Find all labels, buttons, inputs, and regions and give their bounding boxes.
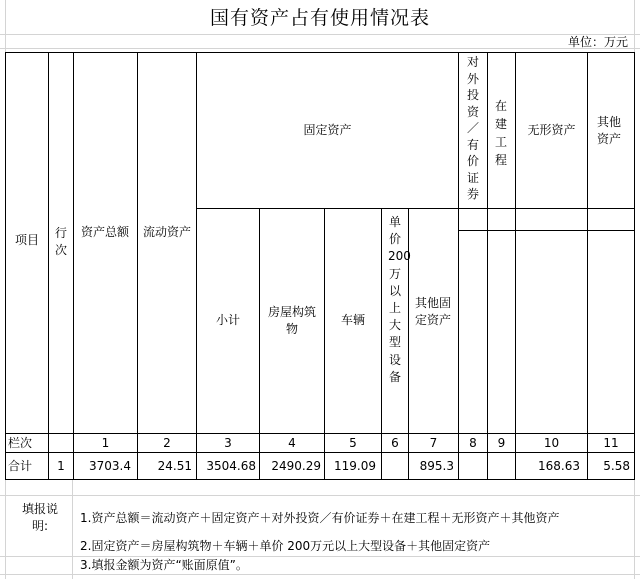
header-subtotal: 小计 bbox=[215, 313, 240, 327]
current-assets-value: 24.51 bbox=[157, 459, 192, 473]
column-number: 6 bbox=[391, 436, 399, 450]
column-number: 2 bbox=[163, 436, 171, 450]
column-number: 5 bbox=[349, 436, 357, 450]
intangible-value: 168.63 bbox=[538, 459, 580, 473]
header-fixed-assets: 固定资产 bbox=[303, 123, 352, 137]
header-large-equipment: 单价200万以上大型设备 bbox=[388, 215, 411, 384]
total-row-label: 合计 bbox=[8, 459, 33, 473]
note-item: 1.资产总额＝流动资产＋固定资产＋对外投资／有价证券＋在建工程＋无形资产＋其他资产 bbox=[80, 511, 560, 525]
header-other-assets: 其他资产 bbox=[596, 115, 621, 146]
header-buildings: 房屋构筑物 bbox=[267, 305, 316, 336]
column-number: 4 bbox=[288, 436, 296, 450]
column-number: 10 bbox=[543, 436, 560, 450]
column-number: 11 bbox=[603, 436, 619, 450]
column-number: 1 bbox=[101, 436, 110, 450]
header-investment: 对外投资／有价证券 bbox=[466, 55, 479, 201]
header-construction: 在建工程 bbox=[494, 99, 507, 167]
other-fixed-value: 895.3 bbox=[419, 459, 454, 473]
total-row-number: 1 bbox=[57, 459, 65, 473]
other-assets-value: 5.58 bbox=[603, 459, 630, 473]
header-intangible: 无形资产 bbox=[527, 123, 576, 137]
note-item: 3.填报金额为资产“账面原值”。 bbox=[80, 558, 248, 572]
header-other-fixed: 其他固定资产 bbox=[414, 296, 451, 327]
column-number: 9 bbox=[497, 436, 506, 450]
header-current-assets: 流动资产 bbox=[142, 225, 191, 239]
fixed-subtotal-value: 3504.68 bbox=[206, 459, 256, 473]
buildings-value: 2490.29 bbox=[271, 459, 321, 473]
header-item: 项目 bbox=[14, 233, 39, 247]
column-row-label: 栏次 bbox=[8, 436, 33, 450]
column-number: 7 bbox=[429, 436, 438, 450]
total-assets-value: 3703.4 bbox=[89, 459, 131, 473]
notes-label: 填报说明: bbox=[21, 502, 58, 533]
unit-label: 单位：万元 bbox=[567, 35, 628, 49]
report-title: 国有资产占有使用情况表 bbox=[209, 7, 430, 29]
header-vehicles: 车辆 bbox=[340, 313, 365, 327]
header-row-no: 行次 bbox=[54, 226, 67, 257]
note-item: 2.固定资产＝房屋构筑物＋车辆＋单价 200万元以上大型设备＋其他固定资产 bbox=[80, 539, 491, 553]
column-number: 3 bbox=[224, 436, 232, 450]
vehicles-value: 119.09 bbox=[334, 459, 376, 473]
column-number: 8 bbox=[469, 436, 477, 450]
header-total-assets: 资产总额 bbox=[80, 225, 129, 239]
